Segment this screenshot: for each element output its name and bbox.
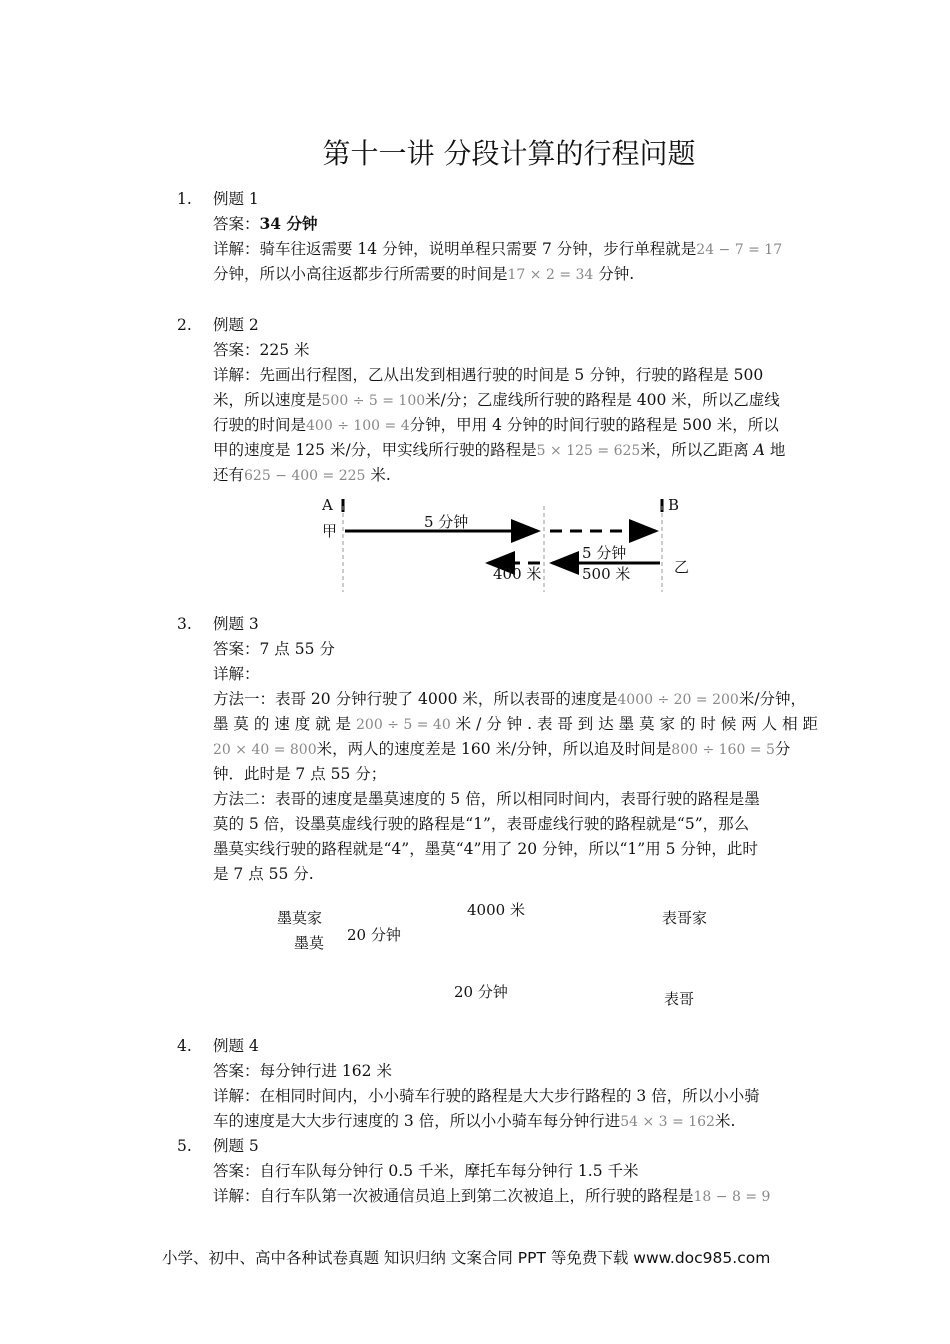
- text: 车的速度是大大步行速度的 3 倍，所以小小骑车每分钟行进: [213, 1112, 621, 1130]
- detail-line: 是 7 点 55 分.: [213, 865, 314, 883]
- text: 米.: [370, 466, 391, 484]
- page-title: 第十一讲 分段计算的行程问题: [322, 137, 696, 170]
- label-b: B: [668, 496, 680, 514]
- answer-prefix: 答案：: [213, 215, 260, 233]
- item-heading: 例题 1: [213, 190, 259, 208]
- answer-line: 答案：225 米: [213, 341, 310, 359]
- item-number: 1.: [177, 190, 192, 208]
- item-heading: 例题 2: [213, 316, 259, 334]
- answer-line: 答案：自行车队每分钟行 0.5 千米，摩托车每分钟行 1.5 千米: [213, 1162, 639, 1180]
- item-number: 4.: [177, 1037, 192, 1055]
- detail-line: 方法二：表哥的速度是墨莫速度的 5 倍，所以相同时间内，表哥行驶的路程是墨: [213, 790, 760, 808]
- text: 米/分钟，: [738, 690, 807, 708]
- label-time: 20 分钟: [454, 983, 508, 1001]
- text: 行驶的时间是: [213, 416, 307, 434]
- detail-line: [213, 736, 790, 763]
- math-expression: 4000 ÷ 20 = 200: [617, 692, 739, 708]
- text: 分钟，甲用 4 分钟的时间行驶的路程是 500 米，所以: [409, 416, 779, 434]
- detail-line: 详解：: [213, 665, 260, 683]
- label-distance: 400 米: [493, 565, 542, 583]
- item-heading: 例题 3: [213, 615, 259, 633]
- label-a: A: [322, 496, 333, 514]
- math-expression: 17 × 2 = 34: [507, 267, 594, 283]
- page-footer: 小学、初中、高中各种试卷真题 知识归纳 文案合同 PPT 等免费下载 www.doc985.com: [162, 1249, 771, 1267]
- math-expression: 200 ÷ 5 = 40: [356, 717, 451, 733]
- math-expression: 20 × 40 = 800: [213, 742, 317, 758]
- text: 分: [774, 740, 791, 758]
- label-momo-home: 墨莫家: [277, 909, 323, 927]
- text: 方法一：表哥 20 分钟行驶了 4000 米，所以表哥的速度是: [213, 690, 618, 708]
- math-expression: 625 − 400 = 225: [244, 468, 366, 484]
- math-expression: 800 ÷ 160 = 5: [671, 742, 775, 758]
- detail-line: 详解：在相同时间内，小小骑车行驶的路程是大大步行路程的 3 倍，所以小小骑: [213, 1087, 760, 1105]
- text: 分钟.: [598, 265, 635, 283]
- detail-line: 详解：先画出行程图，乙从出发到相遇行驶的时间是 5 分钟，行驶的路程是 500: [213, 366, 764, 384]
- answer-line: 答案：7 点 55 分: [213, 640, 335, 658]
- item-number: 5.: [177, 1137, 192, 1155]
- math-expression: 400 ÷ 100 = 4: [306, 418, 410, 434]
- text: 米，两人的速度差是 160 米/分钟，所以追及时间是: [316, 740, 672, 758]
- detail-line: 墨莫实线行驶的路程就是“4”，墨莫“4”用了 20 分钟，所以“1”用 5 分钟，此时: [213, 840, 758, 858]
- text: 墨 莫 的 速 度 就 是: [213, 715, 352, 733]
- label-distance: 4000 米: [467, 901, 525, 919]
- label-jia: 甲: [322, 522, 338, 540]
- math-expression: 24 − 7 = 17: [696, 242, 783, 258]
- text: 米，所以乙距离: [640, 441, 749, 459]
- label-time: 5 分钟: [582, 544, 627, 562]
- math-expression: 500 ÷ 5 = 100: [321, 393, 426, 409]
- detail-line: [213, 1183, 770, 1210]
- item-number: 3.: [177, 615, 192, 633]
- label-yi: 乙: [674, 558, 690, 576]
- detail-line: [213, 1108, 735, 1135]
- text: 详解：骑车往返需要 14 分钟，说明单程只需要 7 分钟，步行单程就是: [213, 240, 697, 258]
- text: 米/分；乙虚线所行驶的路程是 400 米，所以乙虚线: [425, 391, 780, 409]
- detail-line: 钟．此时是 7 点 55 分；: [213, 765, 387, 783]
- text: 详解：自行车队第一次被通信员追上到第二次被追上，所行驶的路程是: [213, 1187, 694, 1205]
- text: 米.: [714, 1112, 736, 1130]
- detail-line: [213, 686, 806, 713]
- item-heading: 例题 4: [213, 1037, 259, 1055]
- text: 甲的速度是 125 米/分，甲实线所行驶的路程是: [213, 441, 537, 459]
- item-number: 2.: [177, 316, 192, 334]
- label-distance: 500 米: [582, 565, 631, 583]
- label-time: 20 分钟: [347, 926, 401, 944]
- detail-line: [213, 711, 818, 738]
- math-expression: 54 × 3 = 162: [620, 1114, 715, 1130]
- text: 米 / 分 钟 . 表 哥 到 达 墨 莫 家 的 时 候 两 人 相 距: [455, 715, 819, 733]
- math-expression: 5 × 125 = 625: [536, 443, 641, 459]
- answer-line: 答案：每分钟行进 162 米: [213, 1062, 392, 1080]
- item-heading: 例题 5: [213, 1137, 259, 1155]
- text: 米，所以速度是: [213, 391, 322, 409]
- text: 还有: [213, 466, 245, 484]
- answer-value: 34 分钟: [259, 214, 318, 233]
- text: 地: [769, 441, 786, 459]
- label-cousin-home: 表哥家: [662, 909, 708, 927]
- detail-line: 莫的 5 倍，设墨莫虚线行驶的路程是“1”，表哥虚线行驶的路程就是“5”，那么: [213, 815, 750, 833]
- label-cousin: 表哥: [664, 990, 695, 1008]
- label-time: 5 分钟: [424, 513, 469, 531]
- math-expression: 18 − 8 = 9: [693, 1189, 771, 1205]
- text: 分钟，所以小高往返都步行所需要的时间是: [213, 265, 508, 283]
- point-label: A: [753, 441, 765, 459]
- label-momo: 墨莫: [294, 934, 325, 952]
